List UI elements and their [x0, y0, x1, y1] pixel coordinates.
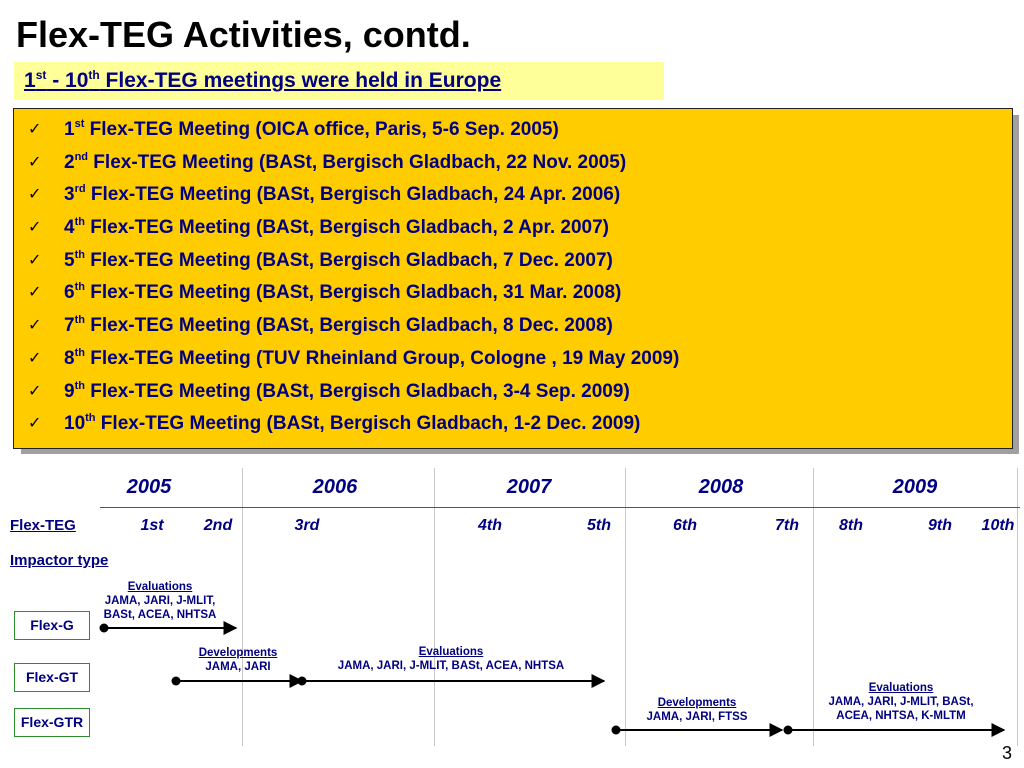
- year-label-2007: 2007: [506, 476, 552, 498]
- year-label-2009: 2009: [892, 476, 938, 498]
- meeting-number: 1: [64, 119, 75, 140]
- note-line: JAMA, JARI, J-MLIT,: [104, 595, 216, 607]
- note-heading: Developments: [198, 647, 278, 659]
- meeting-marker: 4th: [478, 517, 502, 534]
- year-label-2006: 2006: [312, 476, 358, 498]
- meeting-text: Flex-TEG Meeting (BASt, Bergisch Gladbach, 3-4 Sep. 2009): [84, 380, 630, 402]
- meeting-ordinal: th: [74, 346, 85, 359]
- meetings-box: [13, 108, 1013, 449]
- meeting-marker: 6th: [673, 517, 697, 534]
- subtitle-sup: th: [88, 68, 100, 82]
- year-label-2008: 2008: [698, 476, 744, 498]
- meeting-marker: 3rd: [294, 517, 320, 534]
- check-icon: ✓: [28, 153, 42, 171]
- check-icon: ✓: [28, 382, 42, 400]
- note-line: JAMA, JARI, J-MLIT, BASt, ACEA, NHTSA: [337, 660, 565, 672]
- meeting-ordinal: th: [74, 314, 85, 327]
- subtitle: [24, 69, 501, 93]
- flex-teg-row-label: Flex-TEG: [10, 517, 76, 534]
- note-line: JAMA, JARI, J-MLIT, BASt,: [828, 696, 974, 708]
- meeting-marker: 10th: [981, 517, 1015, 534]
- meeting-text: Flex-TEG Meeting (BASt, Bergisch Gladbach, 2 Apr. 2007): [84, 217, 609, 239]
- year-label-2005: 2005: [126, 476, 172, 498]
- meeting-ordinal: st: [74, 118, 85, 130]
- note-heading: Evaluations: [418, 646, 484, 658]
- meeting-marker: 8th: [839, 517, 863, 534]
- note-line: BASt, ACEA, NHTSA: [103, 609, 217, 621]
- meeting-number: 6: [64, 282, 75, 304]
- meeting-marker: 5th: [587, 517, 611, 534]
- meeting-ordinal: th: [74, 248, 85, 261]
- note-line: JAMA, JARI, FTSS: [646, 711, 748, 723]
- subtitle-banner: [14, 62, 664, 100]
- meeting-text: Flex-TEG Meeting (BASt, Bergisch Gladbach, 22 Nov. 2005): [88, 151, 627, 173]
- subtitle-part: Flex-TEG meetings were held in Europe: [99, 69, 502, 92]
- meeting-text: Flex-TEG Meeting (BASt, Bergisch Gladbach, 8 Dec. 2008): [84, 315, 613, 337]
- meeting-text: Flex-TEG Meeting (BASt, Bergisch Gladbach, 24 Apr. 2006): [85, 184, 621, 206]
- note-heading: Evaluations: [868, 682, 934, 694]
- meeting-number: 3: [64, 184, 75, 206]
- check-icon: ✓: [28, 251, 42, 269]
- page-number: 3: [1001, 743, 1012, 763]
- meeting-text: Flex-TEG Meeting (OICA office, Paris, 5-6 Sep. 2005): [84, 119, 559, 140]
- impactor-flex-gtr: Flex-GTR: [14, 708, 90, 737]
- meeting-ordinal: rd: [74, 183, 86, 196]
- meeting-number: 5: [64, 249, 75, 271]
- subtitle-sup: st: [35, 68, 47, 82]
- meeting-number: 7: [64, 315, 75, 337]
- arrow-start-dot: [612, 726, 621, 735]
- meeting-number: 9: [64, 380, 75, 402]
- meeting-text: Flex-TEG Meeting (BASt, Bergisch Gladbach, 7 Dec. 2007): [84, 249, 613, 271]
- meeting-ordinal: nd: [74, 150, 89, 163]
- check-icon: ✓: [28, 349, 42, 367]
- meeting-ordinal: th: [74, 281, 85, 294]
- check-icon: ✓: [28, 317, 42, 335]
- impactor-type-label: Impactor type: [10, 552, 109, 569]
- arrow-start-dot: [784, 726, 793, 735]
- meeting-marker: 9th: [928, 517, 952, 534]
- arrow-start-dot: [298, 677, 307, 686]
- note-heading: Evaluations: [127, 581, 193, 593]
- arrow-start-dot: [100, 624, 109, 633]
- meeting-ordinal: th: [74, 216, 85, 229]
- check-icon: ✓: [28, 121, 42, 138]
- check-icon: ✓: [28, 186, 42, 204]
- note-heading: Developments: [657, 697, 737, 709]
- check-icon: ✓: [28, 284, 42, 302]
- meeting-number: 8: [64, 347, 75, 369]
- meeting-ordinal: th: [74, 379, 85, 392]
- meeting-ordinal: th: [85, 412, 96, 425]
- meeting-text: Flex-TEG Meeting (BASt, Bergisch Gladbach, 1-2 Dec. 2009): [95, 413, 641, 435]
- timeline: [0, 460, 1024, 760]
- note-line: ACEA, NHTSA, K-MLTM: [836, 710, 966, 722]
- meeting-marker: 2nd: [203, 517, 233, 534]
- check-icon: ✓: [28, 219, 42, 237]
- check-icon: ✓: [28, 415, 42, 433]
- meeting-marker: 1st: [140, 517, 164, 534]
- subtitle-part: 1: [24, 69, 36, 92]
- meeting-marker: 7th: [775, 517, 799, 534]
- meeting-number: 2: [64, 151, 75, 173]
- meeting-number: 4: [64, 217, 75, 239]
- subtitle-part: - 10: [46, 69, 89, 92]
- slide-title: Flex-TEG Activities, contd.: [16, 14, 471, 55]
- note-line: JAMA, JARI: [205, 661, 271, 673]
- arrow-start-dot: [172, 677, 181, 686]
- meeting-text: Flex-TEG Meeting (BASt, Bergisch Gladbach, 31 Mar. 2008): [84, 282, 622, 304]
- timeline-arrows: [0, 460, 1024, 760]
- meeting-text: Flex-TEG Meeting (TUV Rheinland Group, Cologne , 19 May 2009): [84, 347, 680, 369]
- meeting-number: 10: [64, 413, 86, 435]
- impactor-flex-g: Flex-G: [14, 611, 90, 640]
- impactor-flex-gt: Flex-GT: [14, 663, 90, 692]
